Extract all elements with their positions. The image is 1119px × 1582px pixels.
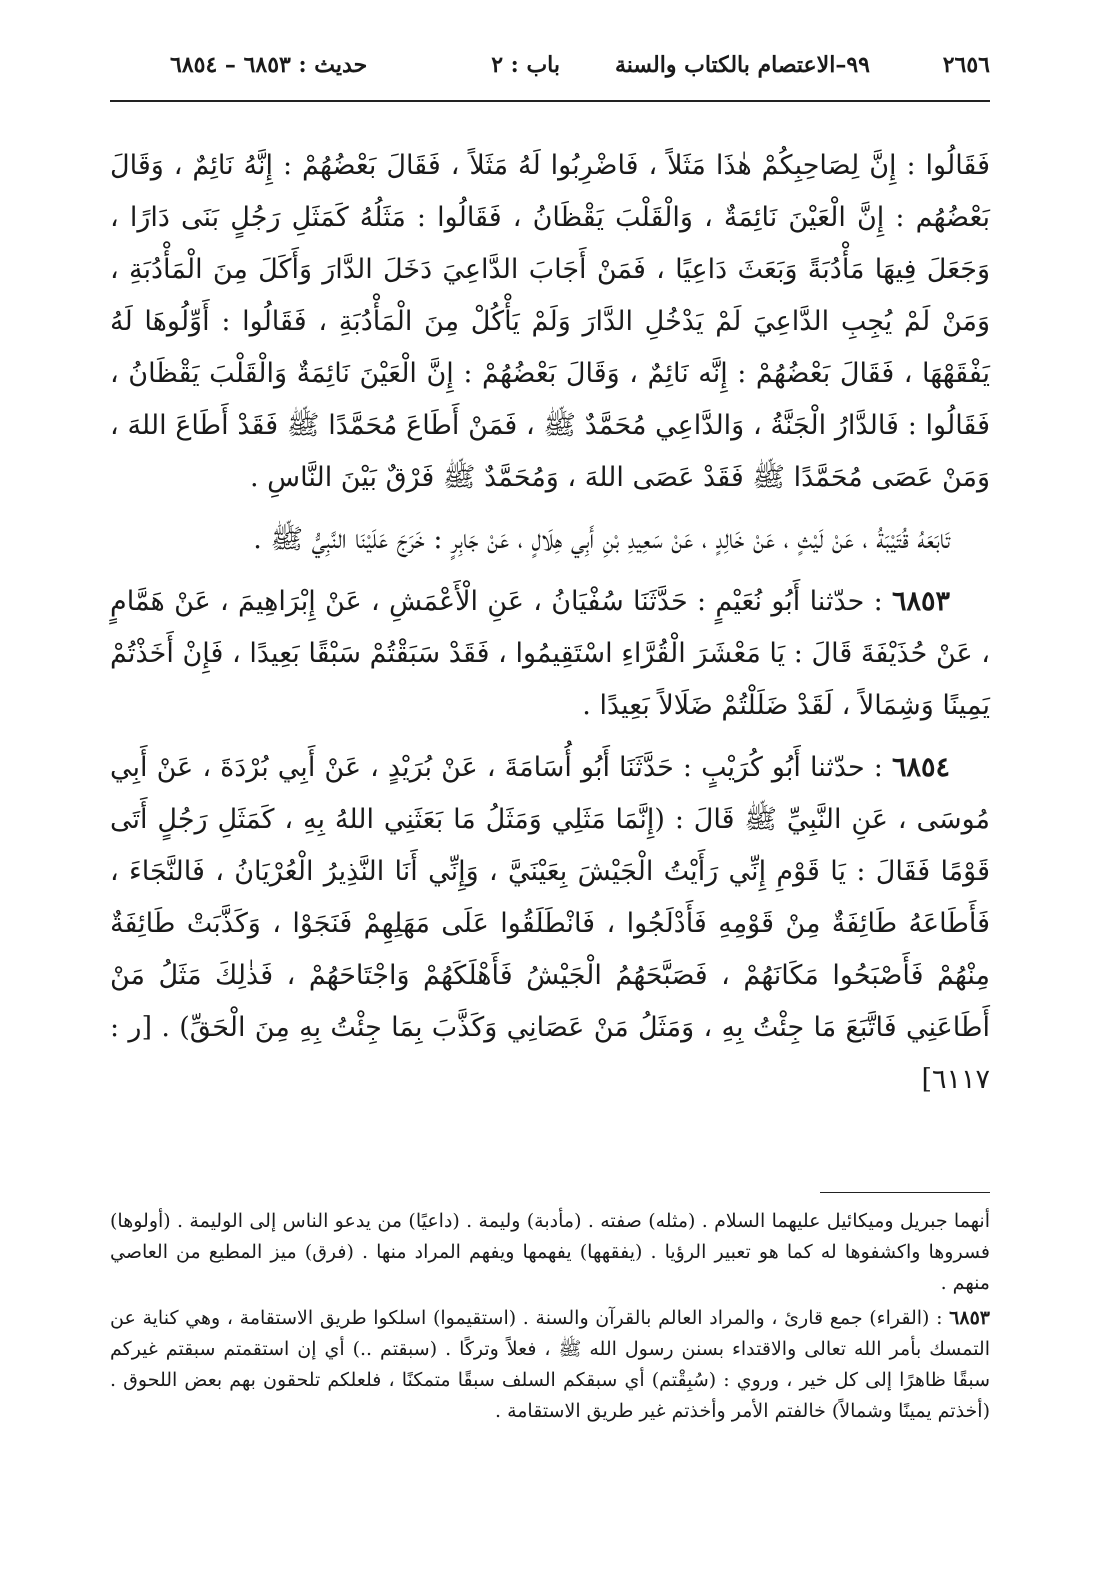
hadith-range: حديث : ٦٨٥٣ – ٦٨٥٤ xyxy=(170,52,368,78)
hadith-6854 xyxy=(110,742,990,1106)
hadith-text: : حدّثنا أَبُو كُرَيْبٍ : حَدَّثَنَا أَبُو أُسَامَةَ ، عَنْ بُرَيْدٍ ، عَنْ أَبِي بُرْدَةَ ، عَنْ أَبِي مُوسَى ، عَنِ النَّبِيِّ ﷺ قَالَ : (إِنَّمَا مَثَلِي وَمَثَلُ مَا بَعَثَنِي اللهُ بِهِ ، كَمَثَلِ رَجُلٍ أَتَى قَوْمًا فَقَالَ : يَا قَوْمِ إِنِّي رَأَيْتُ الْجَيْشَ بِعَيْنَيَّ ، وَإِنِّي أَنَا النَّذِيرُ الْعُرْيَانُ ، فَالنَّجَاءَ ، فَأَطَاعَهُ طَائِفَةٌ مِنْ قَوْمِهِ فَأَدْلَجُوا ، فَانْطَلَقُوا عَلَى مَهَلِهِمْ فَنَجَوْا ، وَكَذَّبَتْ طَائِفَةٌ مِنْهُمْ فَأَصْبَحُوا مَكَانَهُمْ ، فَصَبَّحَهُمُ الْجَيْشُ فَأَهْلَكَهُمْ وَاجْتَاحَهُمْ ، فَذٰلِكَ مَثَلُ مَنْ أَطَاعَنِي فَاتَّبَعَ مَا جِئْتُ بِهِ ، وَمَثَلُ مَنْ عَصَانِي وَكَذَّبَ بِمَا جِئْتُ بِهِ مِنَ الْحَقِّ) . [ر : ٦١١٧] xyxy=(110,752,990,1095)
footnotes xyxy=(110,1206,990,1431)
running-header xyxy=(110,52,990,92)
footnote-6853 xyxy=(110,1303,990,1427)
footnote-number: ٦٨٥٣ xyxy=(949,1307,990,1329)
paragraph-continuation: فَقَالُوا : إِنَّ لِصَاحِبِكُمْ هٰذَا مَثَلاً ، فَاضْرِبُوا لَهُ مَثَلاً ، فَقَالَ بَعْضُهُمْ : إِنَّهُ نَائِمٌ ، وَقَالَ بَعْضُهُم : إِنَّ الْعَيْنَ نَائِمَةٌ ، وَالْقَلْبَ يَقْظَانُ ، فَقَالُوا : مَثَلُهُ كَمَثَلِ رَجُلٍ بَنَى دَارًا ، وَجَعَلَ فِيهَا مَأْدُبَةً وَبَعَثَ دَاعِيًا ، فَمَنْ أَجَابَ الدَّاعِيَ دَخَلَ الدَّارَ وَأَكَلَ مِنَ الْمَأْدُبَةِ ، وَمَنْ لَمْ يُجِبِ الدَّاعِيَ لَمْ يَدْخُلِ الدَّارَ وَلَمْ يَأْكُلْ مِنَ الْمَأْدُبَةِ ، فَقَالُوا : أَوِّلُوهَا لَهُ يَفْقَهْهَا ، فَقَالَ بَعْضُهُمْ : إِنَّه نَائِمٌ ، وَقَالَ بَعْضُهُمْ : إِنَّ الْعَيْنَ نَائِمَةٌ وَالْقَلْبَ يَقْظَانُ ، فَقَالُوا : فَالدَّارُ الْجَنَّةُ ، وَالدَّاعِي مُحَمَّدٌ ﷺ ، فَمَنْ أَطَاعَ مُحَمَّدًا ﷺ فَقَدْ أَطَاعَ اللهَ ، وَمَنْ عَصَى مُحَمَّدًا ﷺ فَقَدْ عَصَى اللهَ ، وَمُحَمَّدٌ ﷺ فَرْقٌ بَيْنَ النَّاسِ . xyxy=(110,150,990,493)
chapter-title: ٩٩–الاعتصام بالكتاب والسنة xyxy=(614,52,870,78)
header-divider xyxy=(110,100,990,102)
footnote-continuation: أنهما جبريل وميكائيل عليهما السلام . (مثله) صفته . (مأدبة) وليمة . (داعيًا) من يدعو الناس إلى الوليمة . (أولوها) فسروها واكشفوها له كما هو تعبير الرؤيا . (يفقهها) يفهمها ويفهم المراد منها . (فرق) ميز المطيع من العاصي منهم . xyxy=(110,1210,990,1294)
hadith-number: ٦٨٥٣ xyxy=(891,586,950,617)
footnote-text: : (القراء) جمع قارئ ، والمراد العالم بالقرآن والسنة . (استقيموا) اسلكوا طريق الاستقامة ، وهي كناية عن التمسك بأمر الله تعالى والاقتداء بسنن رسول الله ﷺ ، فعلاً وتركًا . (سبقتم ..) أي إن استقمتم سبقتم غيركم سبقًا ظاهرًا إلى كل خير ، وروي : (سُبِقْتم) أي سبقكم السلف سبقًا متمكنًا ، فلعلكم تلحقون بهم بعض اللحوق . (أخذتم يمينًا وشمالاً) خالفتم الأمر وأخذتم غير طريق الاستقامة . xyxy=(110,1307,990,1422)
main-text xyxy=(110,140,990,1116)
footnote-divider xyxy=(820,1192,990,1193)
hadith-number: ٦٨٥٤ xyxy=(892,752,951,783)
hadith-6853 xyxy=(110,576,990,732)
hadith-text: : حدّثنا أَبُو نُعَيْمٍ : حَدَّثَنَا سُفْيَانُ ، عَنِ الْأَعْمَشِ ، عَنْ إِبْرَاهِيمَ ، عَنْ هَمَّامٍ ، عَنْ حُذَيْفَةَ قَالَ : يَا مَعْشَرَ الْقُرَّاءِ اسْتَقِيمُوا ، فَقَدْ سَبَقْتُمْ سَبْقًا بَعِيدًا ، فَإِنْ أَخَذْتُمْ يَمِينًا وَشِمَالاً ، لَقَدْ ضَلَلْتُمْ ضَلَالاً بَعِيدًا . xyxy=(110,586,990,721)
bab-label: باب : ٢ xyxy=(491,52,560,78)
page-number: ٢٦٥٦ xyxy=(942,52,990,78)
paragraph-mutaba: تَابَعَهُ قُتَيْبَةُ ، عَنْ لَيْثٍ ، عَنْ خَالِدٍ ، عَنْ سَعِيدِ بْنِ أَبِي هِلَالٍ ، عَنْ جَابِرٍ : خَرَجَ عَلَيْنَا النَّبِيُّ ﷺ . xyxy=(253,524,950,555)
